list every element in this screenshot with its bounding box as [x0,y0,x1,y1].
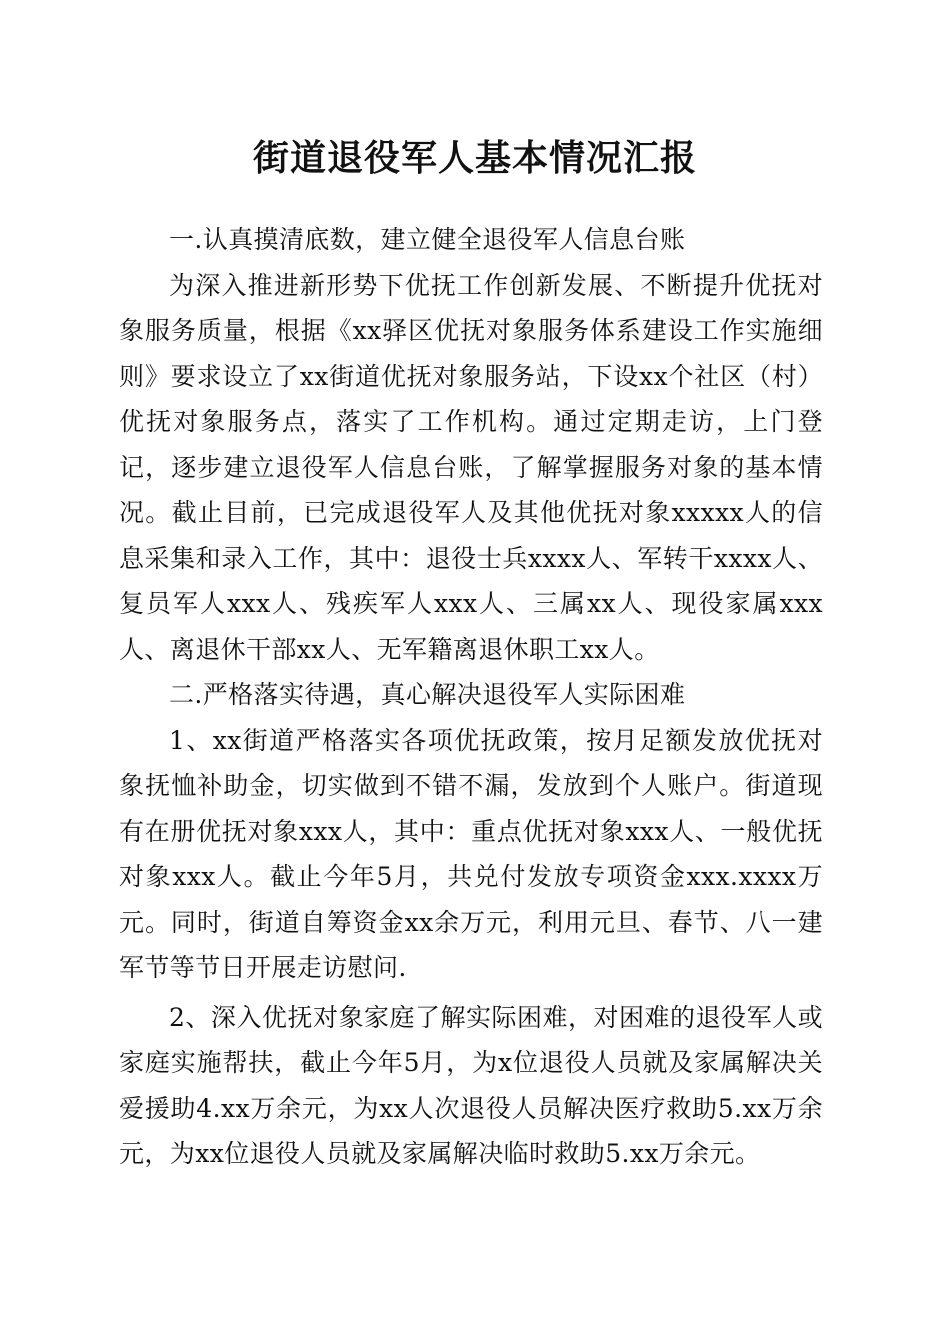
section-1-paragraph-1: 为深入推进新形势下优抚工作创新发展、不断提升优抚对象服务质量，根据《xx驿区优抚对象服务体系建设工作实施细则》要求设立了xx街道优抚对象服务站，下设xx个社区（村）优抚对象服务点，落实了工作机构。通过定期走访，上门登记，逐步建立退役军人信息台账，了解掌握服务对象的基本情况。截止目前，已完成退役军人及其他优抚对象xxxxx人的信息采集和录入工作，其中：退役士兵xxxx人、军转干xxxx人、复员军人xxx人、残疾军人xxx人、三属xx人、现役家属xxx人、离退休干部xx人、无军籍离退休职工xx人。 [119,270,823,664]
section-2-paragraph-2: 2、深入优抚对象家庭了解实际困难，对困难的退役军人或家庭实施帮扶，截止今年5月，为x位退役人员就及家属解决关爱援助4.xx万余元，为xx人次退役人员解决医疗救助5.xx万余元，为xx位退役人员就及家属解决临时救助5.xx万余元。 [119,1002,823,1168]
section-2 [119,672,823,1177]
document-body [119,217,823,1177]
section-2-heading: 二.严格落实待遇，真心解决退役军人实际困难 [169,680,686,709]
section-1-heading: 一.认真摸清底数，建立健全退役军人信息台账 [169,225,686,254]
section-2-paragraph-1: 1、xx街道严格落实各项优抚政策，按月足额发放优抚对象抚恤补助金，切实做到不错不漏，发放到个人账户。街道现有在册优抚对象xxx人，其中：重点优抚对象xxx人、一般优抚对象xxx人。截止今年5月，共兑付发放专项资金xxx.xxxx万元。同时，街道自筹资金xx余万元，利用元旦、春节、八一建军节等节日开展走访慰问. [119,725,823,982]
section-1 [119,217,823,672]
document-title: 街道退役军人基本情况汇报 [252,137,697,179]
